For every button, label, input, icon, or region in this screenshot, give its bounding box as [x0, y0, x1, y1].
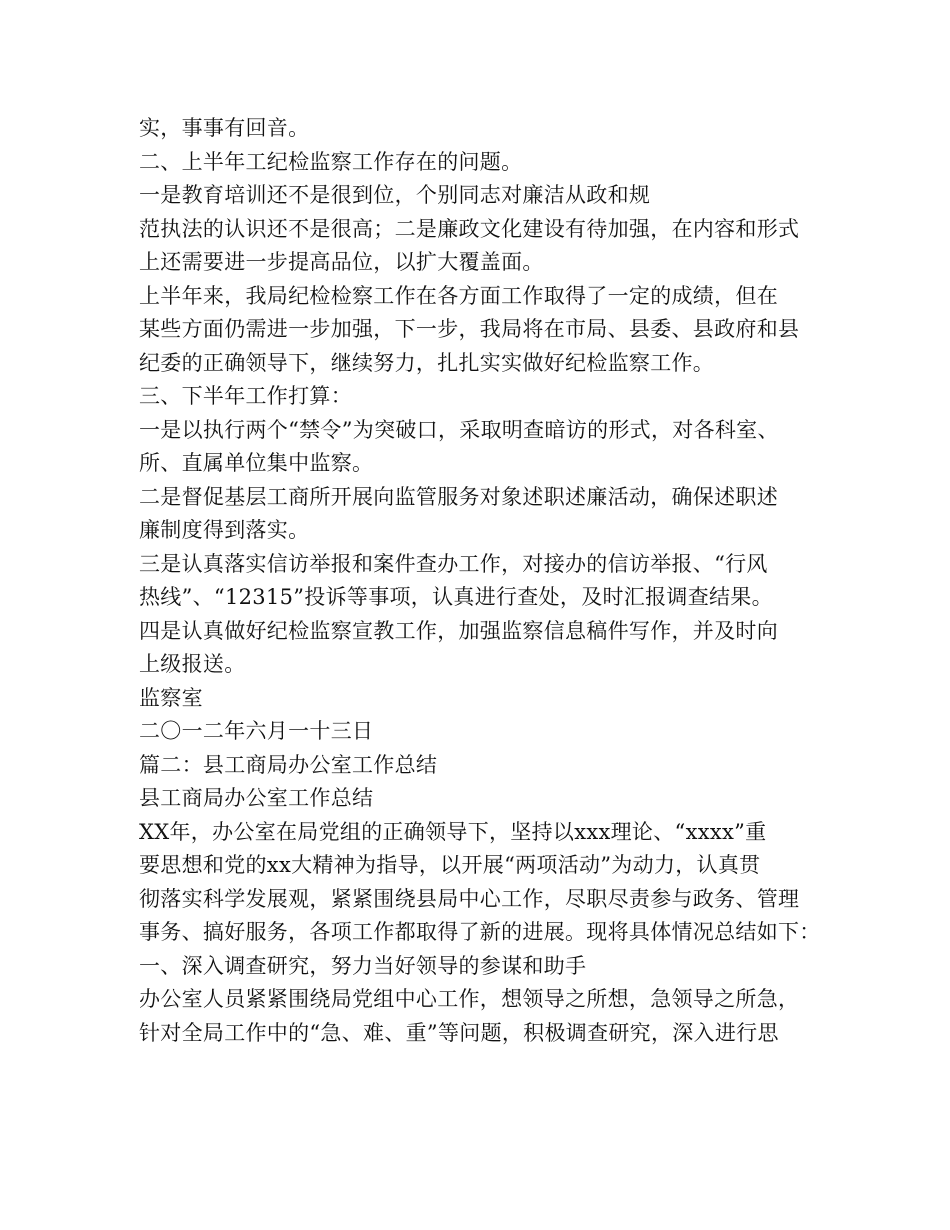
text-line: 一是以执行两个“禁令”为突破口，采取明查暗访的形式，对各科室、 — [139, 417, 779, 442]
signature-date: 二〇一二年六月一十三日 — [139, 719, 374, 743]
text-line: 二是督促基层工商所开展向监管服务对象述职述廉活动，确保述职述 — [139, 484, 778, 509]
signature-office: 监察室 — [139, 685, 203, 710]
text-line: XX年，办公室在局党组的正确领导下，坚持以xxx理论、“xxxx”重 — [139, 819, 767, 844]
text-line: 廉制度得到落实。 — [139, 518, 310, 542]
text-line: 一是教育培训还不是很到位，个别同志对廉洁从政和规 — [139, 183, 651, 207]
text-line: 办公室人员紧紧围绕局党组中心工作，想领导之所想，急领导之所急， — [139, 987, 800, 1011]
text-line: 要思想和党的xx大精神为指导，以开展“两项活动”为动力，认真贯 — [139, 853, 761, 877]
article-title: 篇二：县工商局办公室工作总结 — [139, 752, 438, 777]
text-line: 所、直属单位集中监察。 — [139, 451, 374, 475]
text-line: 上还需要进一步提高品位，以扩大覆盖面。 — [139, 250, 544, 274]
text-line: 范执法的认识还不是很高；二是廉政文化建设有待加强，在内容和形式 — [139, 216, 800, 241]
text-line: 针对全局工作中的“急、难、重”等问题，积极调查研究，深入进行思 — [139, 1020, 779, 1045]
text-line: 上级报送。 — [139, 652, 246, 676]
text-line: 上半年来，我局纪检检察工作在各方面工作取得了一定的成绩，但在 — [139, 283, 778, 308]
section-heading: 三、下半年工作打算： — [139, 384, 352, 408]
text-line: 某些方面仍需进一步加强，下一步，我局将在市局、县委、县政府和县 — [139, 317, 800, 341]
article-subtitle: 县工商局办公室工作总结 — [139, 786, 374, 810]
text-line: 事务、搞好服务，各项工作都取得了新的进展。现将具体情况总结如下： — [139, 920, 821, 944]
document-body — [139, 112, 829, 1050]
text-line: 纪委的正确领导下，继续努力，扎扎实实做好纪检监察工作。 — [139, 350, 715, 375]
text-line: 彻落实科学发展观，紧紧围绕县局中心工作，尽职尽责参与政务、管理 — [139, 886, 800, 911]
section-heading: 一、深入调查研究，努力当好领导的参谋和助手 — [139, 953, 587, 978]
text-line: 热线”、“12315”投诉等事项，认真进行查处，及时汇报调查结果。 — [139, 585, 773, 609]
text-line: 实，事事有回音。 — [139, 116, 310, 140]
section-heading: 二、上半年工纪检监察工作存在的问题。 — [139, 149, 523, 174]
text-line: 四是认真做好纪检监察宣教工作，加强监察信息稿件写作，并及时向 — [139, 618, 778, 643]
text-line: 三是认真落实信访举报和案件查办工作，对接办的信访举报、“行风 — [139, 551, 768, 576]
